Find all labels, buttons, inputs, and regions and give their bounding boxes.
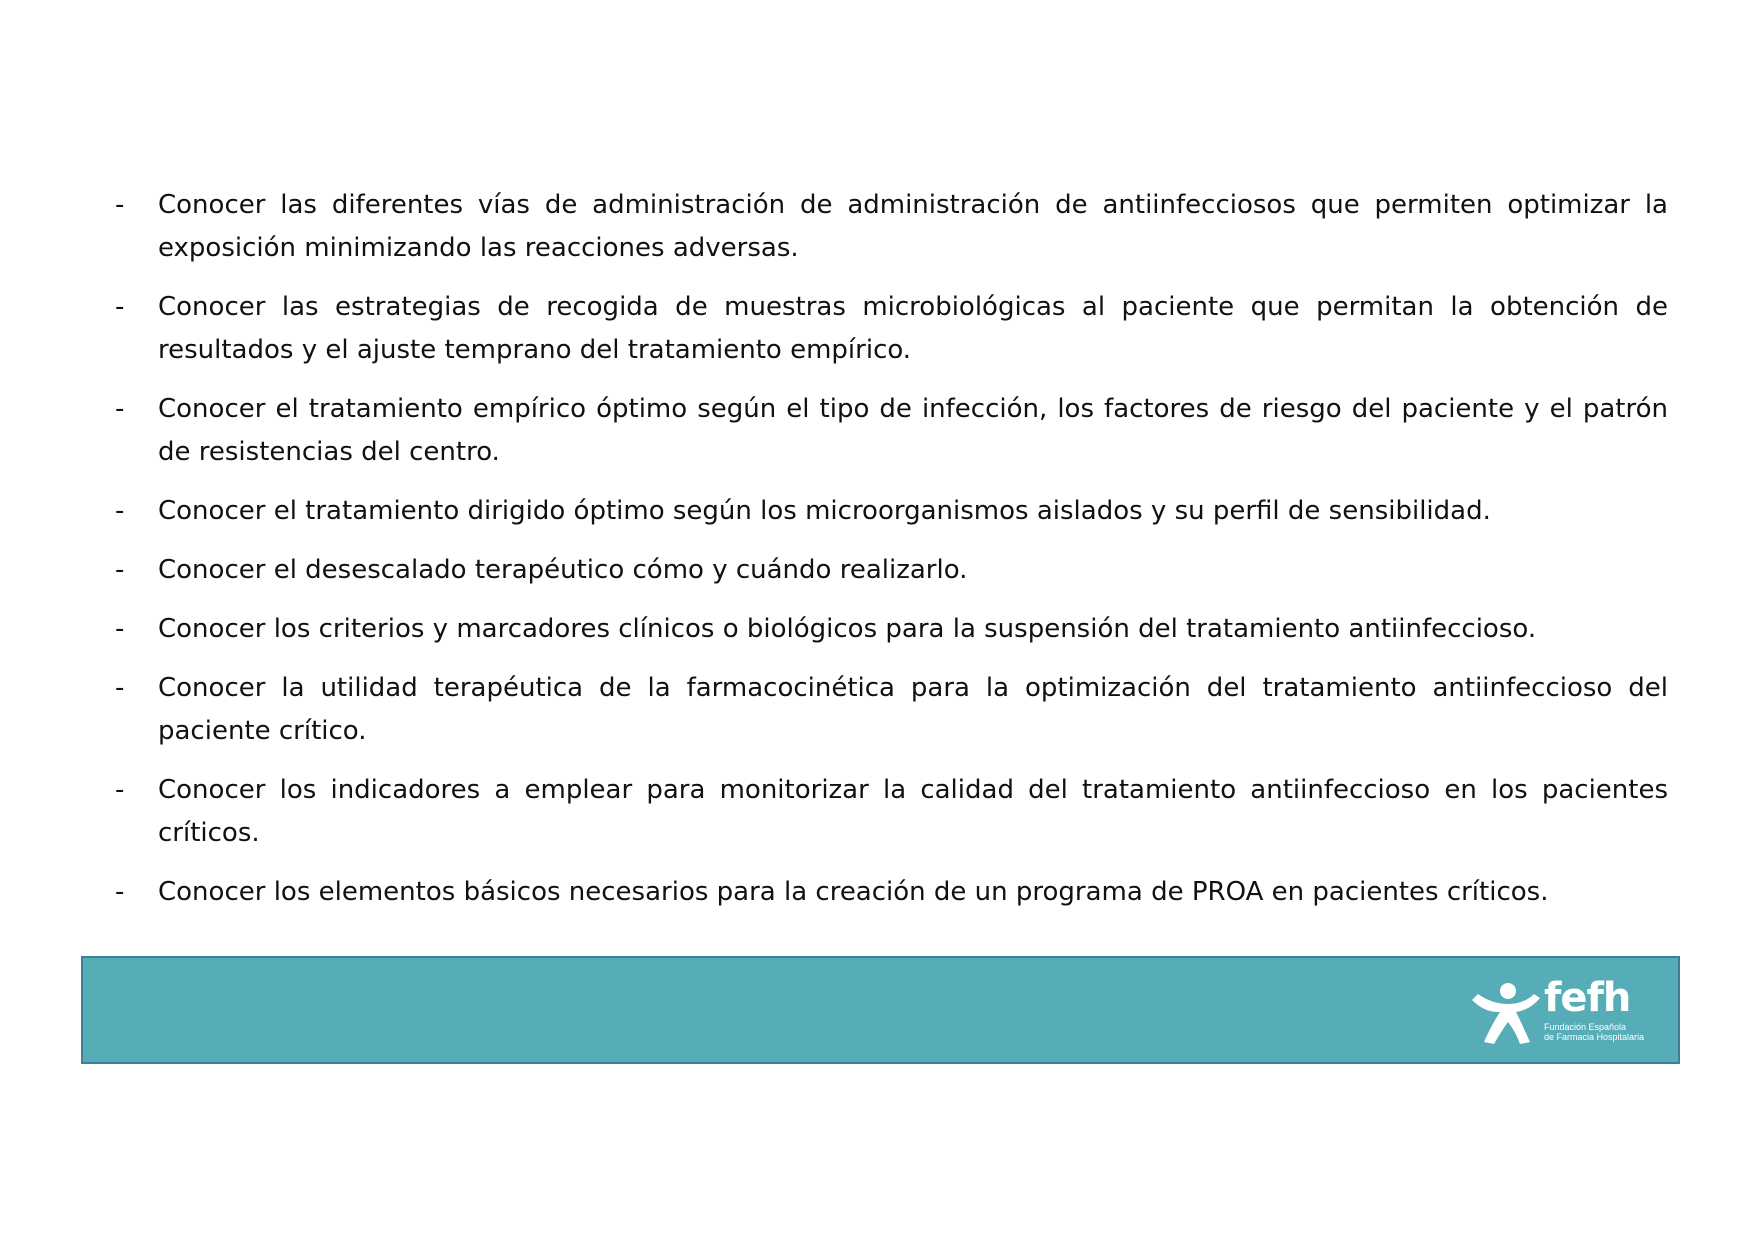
bullet-dash: -: [115, 775, 125, 805]
objective-item: [115, 490, 1668, 533]
objective-text: Conocer los indicadores a emplear para monitorizar la calidad del tratamiento antiinfeccioso en los pacientes críticos.: [158, 775, 1668, 848]
objective-text: Conocer las estrategias de recogida de muestras microbiológicas al paciente que permitan la obtención de resultados y el ajuste temprano del tratamiento empírico.: [158, 292, 1668, 365]
bullet-dash: -: [115, 877, 125, 907]
fefh-logo: [1470, 975, 1650, 1048]
logo-subtitle-line1: Fundación Española: [1544, 1022, 1627, 1032]
bullet-dash: -: [115, 673, 125, 703]
bullet-dash: -: [115, 614, 125, 644]
objective-item: [115, 667, 1668, 753]
objective-text: Conocer el desescalado terapéutico cómo y cuándo realizarlo.: [158, 555, 968, 585]
objective-item: [115, 608, 1668, 651]
objective-text: Conocer las diferentes vías de administración de administración de antiinfecciosos que permiten optimizar la exposición minimizando las reacciones adversas.: [158, 190, 1668, 263]
bullet-dash: -: [115, 555, 125, 585]
footer-band: [81, 956, 1680, 1064]
objective-text: Conocer la utilidad terapéutica de la farmacocinética para la optimización del tratamiento antiinfeccioso del paciente crítico.: [158, 673, 1668, 746]
logo-subtitle-line2: de Farmacia Hospitalaria: [1544, 1032, 1645, 1042]
objective-item: [115, 286, 1668, 372]
bullet-dash: -: [115, 190, 125, 220]
objective-item: [115, 549, 1668, 592]
objective-item: [115, 769, 1668, 855]
bullet-dash: -: [115, 394, 125, 424]
objective-text: Conocer los elementos básicos necesarios para la creación de un programa de PROA en pacientes críticos.: [158, 877, 1549, 907]
person-figure-icon: [1470, 982, 1542, 1048]
objectives-list: [115, 184, 1668, 930]
bullet-dash: -: [115, 292, 125, 322]
objective-item: [115, 871, 1668, 914]
objective-item: [115, 184, 1668, 270]
objective-text: Conocer el tratamiento dirigido óptimo según los microorganismos aislados y su perfil de sensibilidad.: [158, 496, 1491, 526]
objective-text: Conocer el tratamiento empírico óptimo según el tipo de infección, los factores de riesgo del paciente y el patrón de resistencias del centro.: [158, 394, 1668, 467]
bullet-dash: -: [115, 496, 125, 526]
objective-text: Conocer los criterios y marcadores clínicos o biológicos para la suspensión del tratamiento antiinfeccioso.: [158, 614, 1537, 644]
logo-wordmark: fefh: [1544, 975, 1631, 1021]
objective-item: [115, 388, 1668, 474]
